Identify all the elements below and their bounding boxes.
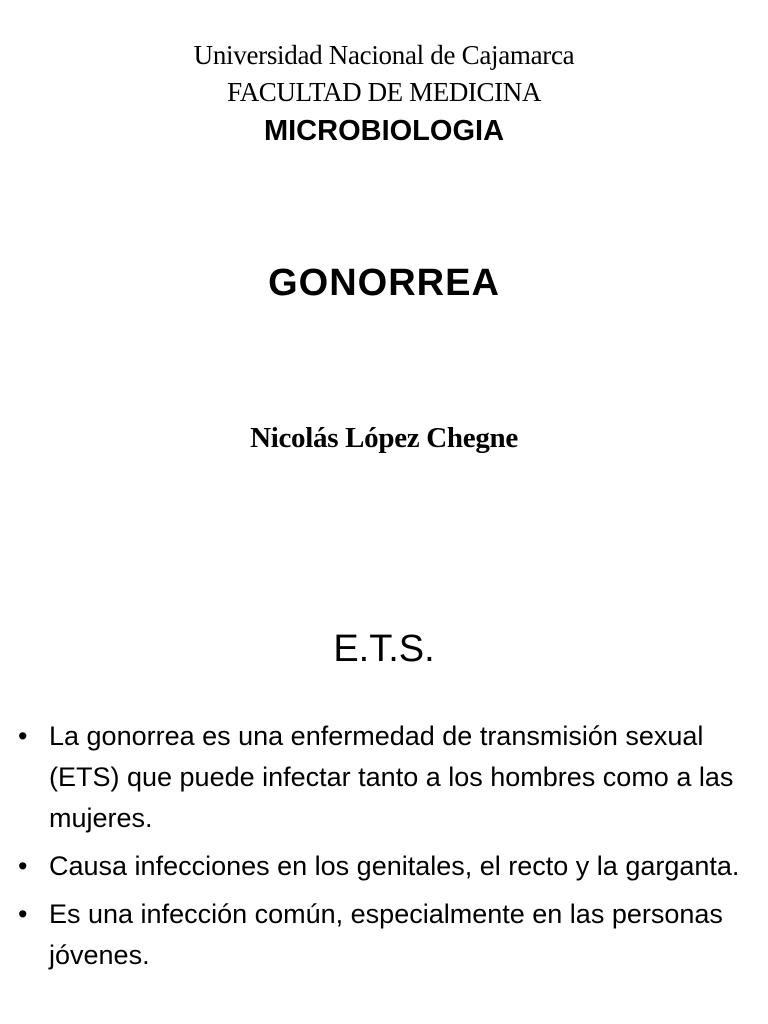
bullet-text: La gonorrea es una enfermedad de transmisión sexual (ETS) que puede infectar tanto a los hombres como a las mujeres.	[49, 721, 734, 833]
bullet-item	[18, 716, 748, 839]
slide-title: GONORREA	[268, 262, 500, 304]
bullet-text: Causa infecciones en los genitales, el recto y la garganta.	[49, 851, 740, 881]
faculty-name: FACULTAD DE MEDICINA	[227, 77, 541, 107]
content-slide	[0, 600, 768, 1024]
university-name: Universidad Nacional de Cajamarca	[193, 40, 575, 70]
bullet-item	[18, 846, 748, 887]
bullet-icon: •	[18, 851, 28, 881]
bullet-icon: •	[18, 721, 28, 751]
course-name: MICROBIOLOGIA	[263, 115, 505, 147]
bullet-item	[18, 894, 748, 976]
bullet-icon: •	[18, 899, 28, 929]
bullet-list	[18, 716, 748, 983]
author-name: Nicolás López Chegne	[250, 422, 518, 454]
section-heading: E.T.S.	[333, 628, 435, 670]
bullet-text: Es una infección común, especialmente en las personas jóvenes.	[49, 899, 723, 970]
